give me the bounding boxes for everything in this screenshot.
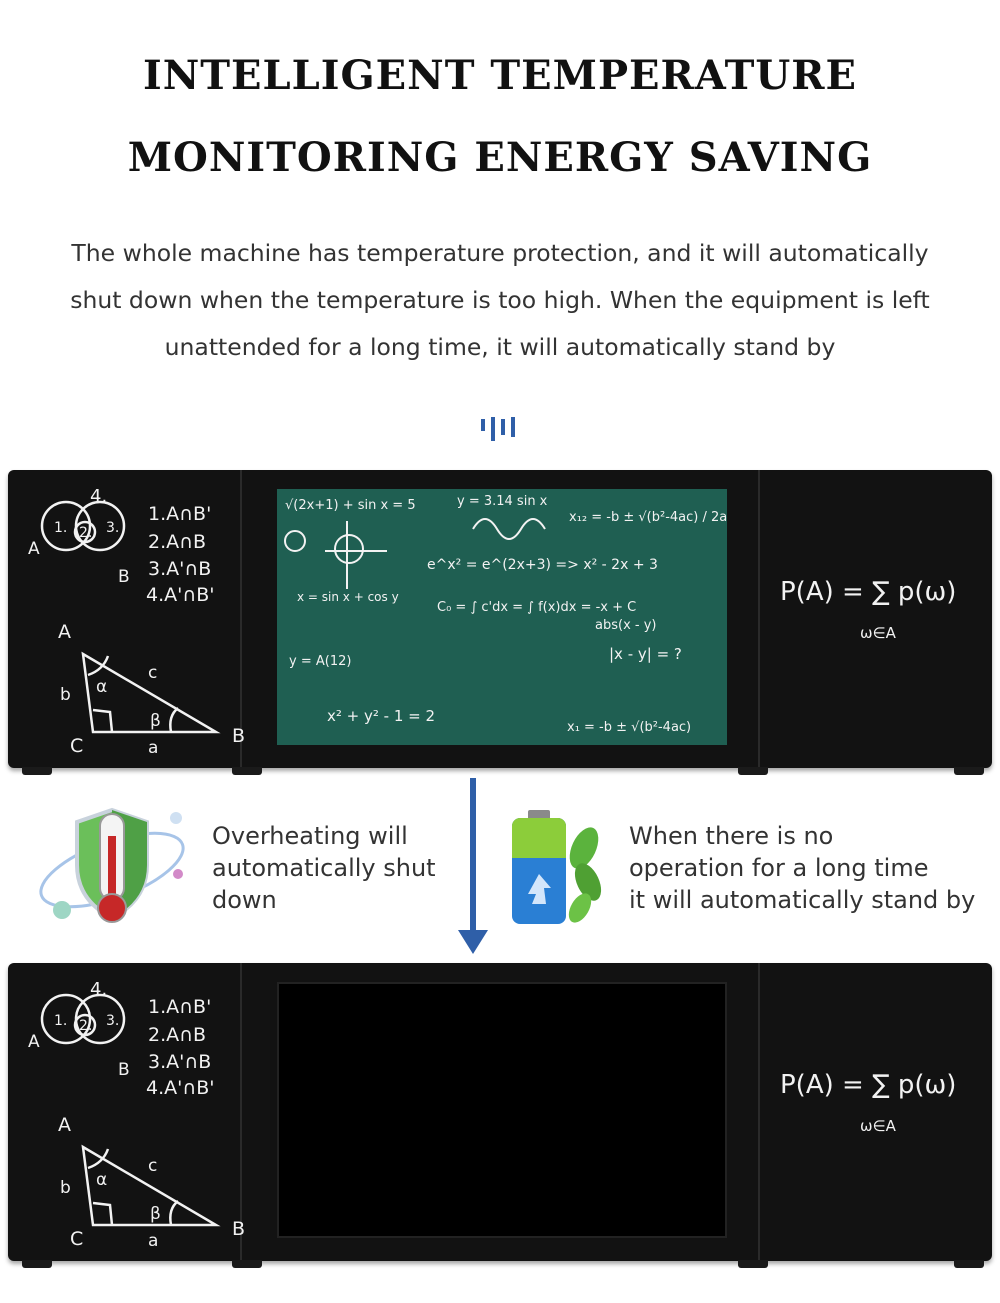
- math-line: abs(x - y): [595, 618, 657, 633]
- math-line: x₁ = -b ± √(b²-4ac): [567, 720, 692, 735]
- display-screen-off: [277, 982, 727, 1238]
- triangle-b: b: [60, 685, 71, 705]
- set-item: 4.A'∩B': [146, 584, 215, 606]
- set-item: 2.A∩B: [148, 531, 207, 553]
- triangle-a: a: [148, 738, 159, 758]
- triangle-B: B: [232, 1218, 246, 1240]
- triangle-A: A: [58, 621, 71, 643]
- venn-top-label: 4.: [90, 486, 108, 507]
- probability-formula: P(A) = ∑ p(ω): [780, 1070, 957, 1100]
- triangle-alpha: α: [96, 677, 108, 697]
- description-line: shut down when the temperature is too high. When the equipment is left: [70, 286, 930, 314]
- venn-label-1: 1.: [54, 520, 68, 536]
- venn-top-label: 4.: [90, 979, 108, 1000]
- graph-sketch: [285, 519, 545, 589]
- page-title-line2: MONITORING ENERGY SAVING: [127, 134, 873, 181]
- eco-battery-icon: [506, 808, 606, 928]
- thermometer-shield-icon: [30, 800, 195, 935]
- math-line: |x - y| = ?: [609, 645, 682, 663]
- set-item: 1.A∩B': [148, 503, 212, 525]
- math-line: x = sin x + cos y: [297, 590, 399, 604]
- page-title-line1: INTELLIGENT TEMPERATURE: [143, 52, 857, 99]
- venn-b-label: B: [118, 567, 130, 587]
- triangle-C: C: [70, 1228, 84, 1250]
- feature-line: When there is no: [629, 822, 834, 850]
- math-line: e^x² = e^(2x+3) => x² - 2x + 3: [427, 557, 658, 573]
- triangle-b: b: [60, 1178, 71, 1198]
- feature-line: it will automatically stand by: [629, 886, 976, 914]
- feature-line: Overheating will: [212, 822, 408, 850]
- triangle-c: c: [148, 1156, 158, 1176]
- venn-label-3: 3.: [106, 1013, 120, 1029]
- probability-formula: P(A) = ∑ p(ω): [780, 577, 957, 607]
- probability-subscript: ω∈A: [860, 624, 896, 642]
- triangle-beta: β: [150, 1204, 161, 1224]
- triangle-C: C: [70, 735, 84, 757]
- feature-line: operation for a long time: [629, 854, 929, 882]
- standby-feature-text: [629, 820, 999, 916]
- set-item: 3.A'∩B: [148, 1051, 212, 1073]
- math-line: x² + y² - 1 = 2: [327, 707, 436, 725]
- blackboard-screen-off: [8, 963, 992, 1261]
- description: [40, 230, 960, 371]
- triangle-alpha: α: [96, 1170, 108, 1190]
- venn-a-label: A: [28, 1032, 40, 1052]
- math-line: √(2x+1) + sin x = 5: [285, 498, 416, 513]
- set-item: 1.A∩B': [148, 996, 212, 1018]
- set-item: 2.A∩B: [148, 1024, 207, 1046]
- display-screen-on: [277, 489, 727, 745]
- feature-line: down: [212, 886, 277, 914]
- signal-bars-icon: [480, 414, 520, 444]
- description-line: The whole machine has temperature protection, and it will automatically: [71, 239, 929, 267]
- description-line: unattended for a long time, it will automatically stand by: [164, 333, 836, 361]
- math-line: y = A(12): [289, 654, 352, 669]
- feature-line: automatically shut: [212, 854, 436, 882]
- venn-label-3: 3.: [106, 520, 120, 536]
- screen-math-writing: [277, 489, 727, 745]
- venn-label-2: 2.: [79, 525, 93, 541]
- blackboard-screen-on: [8, 470, 992, 768]
- math-line: C₀ = ∫ c'dx = ∫ f(x)dx = -x + C: [437, 600, 637, 615]
- set-item: 3.A'∩B: [148, 558, 212, 580]
- math-line: y = 3.14 sin x: [457, 494, 548, 509]
- math-line: x₁₂ = -b ± √(b²-4ac) / 2a: [569, 510, 727, 525]
- venn-a-label: A: [28, 539, 40, 559]
- triangle-a: a: [148, 1231, 159, 1251]
- set-item: 4.A'∩B': [146, 1077, 215, 1099]
- triangle-B: B: [232, 725, 246, 747]
- triangle-c: c: [148, 663, 158, 683]
- venn-label-2: 2.: [79, 1018, 93, 1034]
- venn-label-1: 1.: [54, 1013, 68, 1029]
- down-arrow-icon: [458, 778, 488, 956]
- triangle-beta: β: [150, 711, 161, 731]
- overheat-feature-text: [212, 820, 452, 916]
- triangle-A: A: [58, 1114, 71, 1136]
- venn-b-label: B: [118, 1060, 130, 1080]
- probability-subscript: ω∈A: [860, 1117, 896, 1135]
